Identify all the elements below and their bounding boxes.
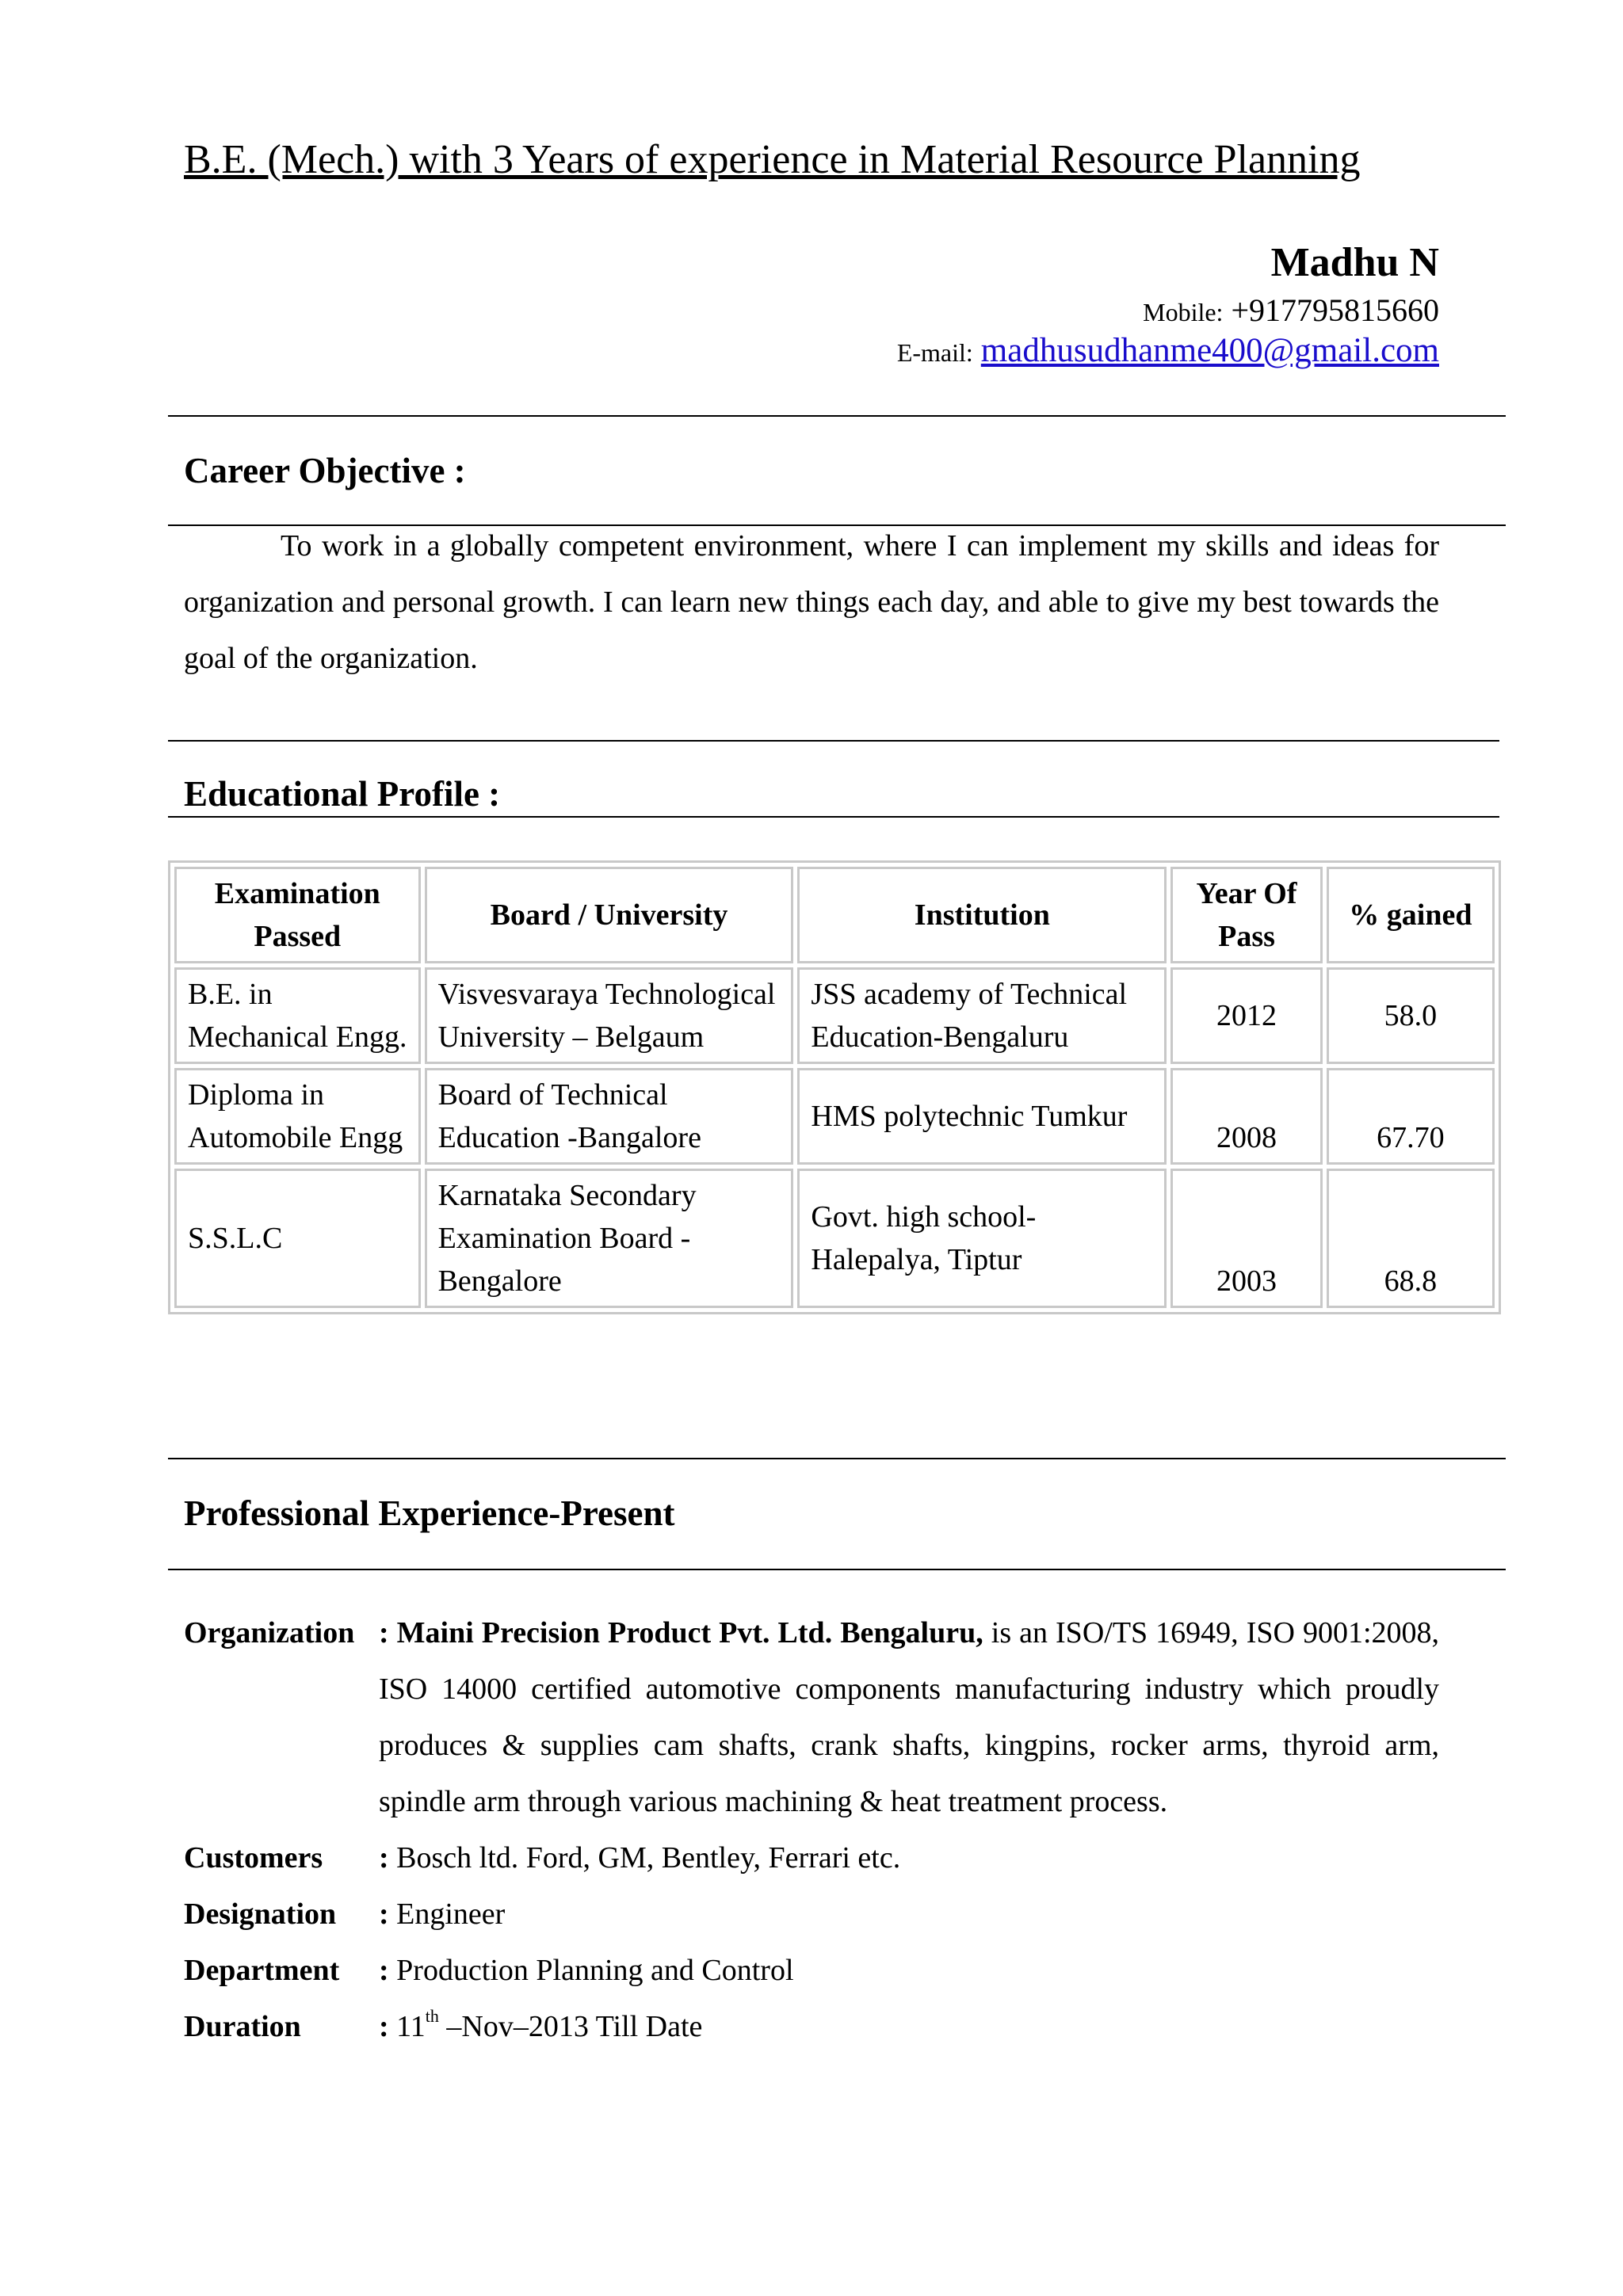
divider	[168, 816, 1499, 818]
customers-value: Bosch ltd. Ford, GM, Bentley, Ferrari etc.	[396, 1841, 901, 1875]
table-cell: Board of Technical Education -Bangalore	[425, 1068, 794, 1165]
mobile-number: +917795815660	[1231, 292, 1439, 328]
mobile-label: Mobile:	[1143, 298, 1224, 326]
table-cell: Govt. high school-Halepalya, Tiptur	[797, 1169, 1167, 1308]
experience-details	[184, 1605, 1439, 2055]
department-row: Department : Production Planning and Control	[184, 1943, 1439, 1999]
department-value: Production Planning and Control	[396, 1954, 794, 1987]
education-table	[168, 860, 1501, 1314]
designation-label: Designation	[184, 1897, 337, 1931]
email-line	[897, 331, 1439, 370]
organization-value: : Maini Precision Product Pvt. Ltd. Bengaluru, is an ISO/TS 16949, ISO 9001:2008, ISO 14000 certified automotive components manufacturing industry which proudly produces & supplies cam shafts, crank shafts, kingpins, rocker arms, thyroid arm, spindle arm through various machining & heat treatment process.	[379, 1616, 1439, 1818]
column-header: Examination Passed	[174, 867, 421, 963]
organization-name: Maini Precision Product Pvt. Ltd. Bengaluru,	[396, 1616, 983, 1650]
table-cell: B.E. in Mechanical Engg.	[174, 967, 421, 1064]
designation-row: Designation : Engineer	[184, 1886, 1439, 1943]
divider	[168, 1569, 1506, 1570]
duration-suffix: th	[425, 2006, 439, 2026]
table-cell: 2012	[1170, 967, 1323, 1064]
table-header-row	[174, 867, 1495, 963]
professional-experience-heading: Professional Experience-Present	[184, 1493, 675, 1533]
organization-description: is an ISO/TS 16949, ISO 9001:2008, ISO 14000 certified automotive components manufacturing industry which proudly produces & supplies cam shafts, crank shafts, kingpins, rocker arms, thyroid arm, spindle arm through various machining & heat treatment process.	[379, 1616, 1439, 1818]
table-cell: 58.0	[1327, 967, 1495, 1064]
email-label: E-mail:	[896, 338, 973, 367]
designation-value: Engineer	[396, 1897, 506, 1931]
column-header: Year Of Pass	[1170, 867, 1323, 963]
resume-title: B.E. (Mech.) with 3 Years of experience in Material Resource Planning	[184, 137, 1361, 182]
email-link[interactable]: madhusudhanme400@gmail.com	[980, 332, 1439, 369]
table-cell: Visvesvaraya Technological University – Belgaum	[425, 967, 794, 1064]
table-cell: HMS polytechnic Tumkur	[797, 1068, 1167, 1165]
table-cell: S.S.L.C	[174, 1169, 421, 1308]
table-cell: 2008	[1170, 1068, 1323, 1165]
table-cell: Diploma in Automobile Engg	[174, 1068, 421, 1165]
mobile-line	[1143, 292, 1439, 329]
column-header: Institution	[797, 867, 1167, 963]
table-cell: 67.70	[1327, 1068, 1495, 1165]
table-row	[174, 967, 1495, 1064]
career-objective-body: To work in a globally competent environment, where I can implement my skills and ideas for organization and personal growth. I can learn new things each day, and able to give my best towards the goal of the organization.	[184, 529, 1439, 675]
candidate-name: Madhu N	[1270, 240, 1439, 285]
divider	[168, 1458, 1506, 1459]
duration-day: 11	[396, 2010, 426, 2043]
organization-row	[184, 1605, 1439, 1830]
divider	[168, 415, 1506, 417]
duration-row: Duration : 11th –Nov–2013 Till Date	[184, 1999, 1439, 2055]
column-header: Board / University	[425, 867, 794, 963]
table-cell: 2003	[1170, 1169, 1323, 1308]
column-header: % gained	[1327, 867, 1495, 963]
duration-label: Duration	[184, 2010, 301, 2043]
table-row	[174, 1169, 1495, 1308]
career-objective-heading: Career Objective :	[184, 451, 466, 490]
divider	[168, 740, 1499, 742]
table-cell: 68.8	[1327, 1169, 1495, 1308]
educational-profile-heading: Educational Profile :	[184, 774, 501, 814]
duration-value: –Nov–2013 Till Date	[438, 2010, 703, 2043]
organization-label: Organization	[184, 1616, 355, 1650]
table-cell: JSS academy of Technical Education-Bengaluru	[797, 967, 1167, 1064]
career-objective-text	[184, 518, 1439, 687]
customers-label: Customers	[184, 1841, 323, 1875]
table-cell: Karnataka Secondary Examination Board - Bengalore	[425, 1169, 794, 1308]
customers-row: Customers : Bosch ltd. Ford, GM, Bentley, Ferrari etc.	[184, 1830, 1439, 1886]
department-label: Department	[184, 1954, 340, 1987]
table-row	[174, 1068, 1495, 1165]
